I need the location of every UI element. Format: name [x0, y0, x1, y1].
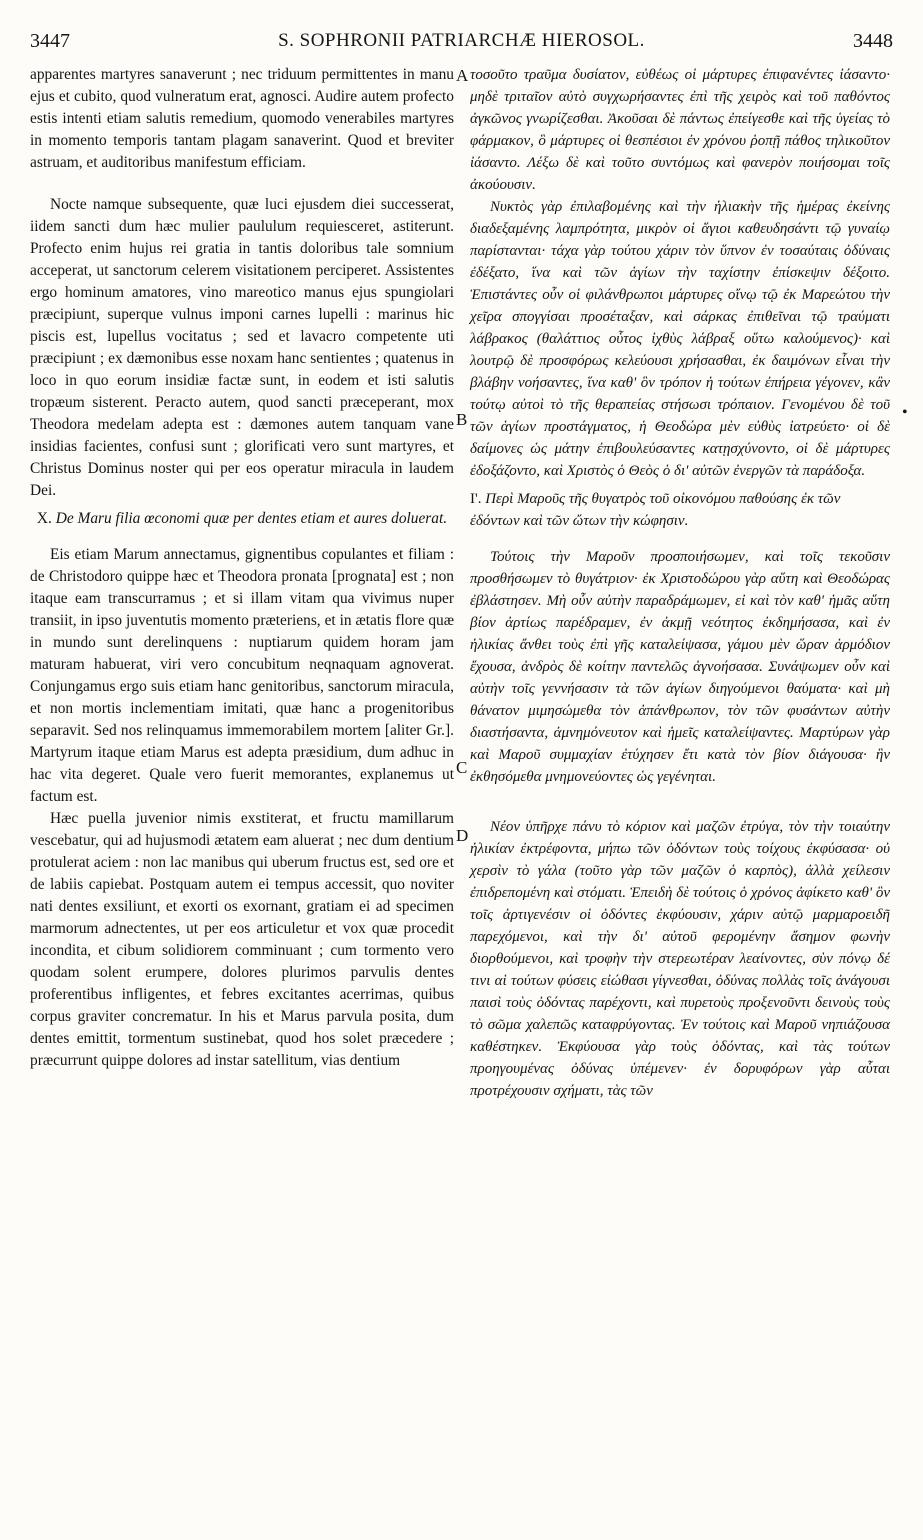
latin-paragraph-4: Hæc puella juvenior nimis exstiterat, et fructu mamillarum vescebatur, qui ad hujusmodi ætatem eam aluerat ; nec dum dentium protulerat aciem : non lac manibus qui uberum fructus est, sed ore et de labiis capiebat. Postquam autem ei tempus accessit, quo noviter nati dentes exsiliunt, et exorti os exornant, gratiam ei ad specimen marmorum adnectentes, ut per eos articuletur et vox quæ procedit incondita, et cibum solidiorem comminuant ; cum tormento vero quodam solent erumpere, dolores plurimos parvulis dentes proferentibus infligentes, et febres excitantes acerrimas, quibus corpus graviter concrematur. In his et Marus parvula posita, dum dentes emittit, tormentum sustinebat, quod hos solet præcedere ; præcurrunt quippe dolores ad instar satellitum, vias dentium [30, 810, 454, 1069]
margin-dot: • [902, 404, 908, 421]
margin-letter-d: D [456, 826, 469, 845]
greek-paragraph-3: Τούτοις τὴν Μαροῦν προσποιήσωμεν, καὶ τοῖς τεκοῦσιν προσθήσωμεν τὸ θυγάτριον· ἐκ Χριστοδώρου γὰρ αὕτη καὶ Θεοδώρας ἐβλάστησεν. Μὴ οὖν αὐτὴν παραδράμωμεν, εἰ καὶ τὸν καθ' ἡμᾶς αὕτη βίον ἀρτίως παρέδραμεν, ἐν ἀκμῇ νεότητος ἐκδημήσασα, καὶ ἐν ἡλικίας ἄνθει τοὺς ἐπὶ γῆς καταλείψασα, γάμου μὲν ὥραν ἁρμόδιον ἔχουσα, ἀνδρὸς δὲ κοίτην παντελῶς ἀγνοήσασα. Συνάψωμεν οὖν καὶ αὐτὴν τοῖς γεννήσασιν τὰ τῶν ἁγίων διηγούμενοι θαύματα· καὶ μὴ θάνατον μιμησώμεθα τὸν ἀπάνθρωπον, τὸν τῶν φυσάντων αὐτὴν διαστήσαντα, ἀμνημόνευτον καὶ ἡμεῖς καταλείψαντες. Μαρτύρων γὰρ καὶ Μαροῦ συμμαχίαν ἐτύχησεν ἔτι κατὰ τὸν βίον διάγουσα· ἣν ἐκθησόμεθα μνημονεύοντες ὡς γεγένηται. [470, 549, 890, 785]
latin-paragraph-1: apparentes martyres sanaverunt ; nec triduum permittentes in manu ejus et cubito, quod vulneratum erat, agnosci. Audire autem profecto estis intenti etiam salutis remedium, quomodo venerabiles martyres in momento temporis tantam plagam sanaverint. Quod et breviter astruam, et auditoribus manifestum efficiam. [30, 66, 454, 171]
running-header [30, 30, 893, 60]
latin-paragraph-2: Nocte namque subsequente, quæ luci ejusdem diei successerat, iidem sancti dum hæc mulier paululum requiesceret, astiterunt. Profecto enim hujus rei gratia in tantis doloribus tale somnium acceperat, ut sanctorum celerem visitationem perciperet. Assistentes ergo hominum amatores, vino mareotico manus ejus spungiolari præcipiunt, superque vulnus imponi carnes lupelli : marinus hic piscis est, lupellus vocitatus ; sed et lavacro competente uti præcipiunt ; ex dæmonibus esse noxam hanc sentientes ; quatenus in loco in quo eorum insidiæ factæ sunt, in eodem et isti salutis tropæum sisterent. Peracto autem, quod sancti præceperant, mox Theodora medelam adepta est : dæmones autem tanquam vane insidias facientes, confusi sunt ; glorificati vero sunt martyres, et Christus Dominus noster qui per eos operatur miracula in laudem Dei. [30, 196, 454, 499]
latin-section-heading [30, 508, 454, 530]
greek-paragraph-2: Νυκτὸς γὰρ ἐπιλαβομένης καὶ τὴν ἡλιακὴν τῆς ἡμέρας ἐκείνης διαδεξαμένης λαμπρότητα, μικρὸν οἱ ἅγιοι καθευδησάντι τῷ γυναίῳ παρίστανται· τάχα γὰρ τούτου χάριν τὸν ὕπνον ἐν τοσαύταις ὀδύναις ἐδέξατο, ἵνα καὶ τῶν ἁγίων τὴν ταχίστην ἐπίσκεψιν δέξοιτο. Ἐπιστάντες οὖν οἱ φιλάνθρωποι μάρτυρες οἴνῳ τῷ ἐκ Μαρεώτου τὴν χεῖρα σπογγίσαι προσέταξαν, καὶ σάρκας ἐπιθεῖναι τῷ τραύματι λάβρακος (θαλάττιος οὗτος ἰχθὺς λάβραξ οὕτω καλούμενος)· καὶ λουτρῷ δὲ προσφόρως κελεύουσι χρήσασθαι, ἐκ δαιμόνων εἶναι τὴν βλάβην νοήσαντες, ἵνα καθ' ὃν τρόπον ἡ τούτων ἐπήρεια γέγονεν, κἂν τούτῳ αὐτοὶ τὸ τῆς θεραπείας στήσωσι τρόπαιον. Γενομένου δὲ τοῦ τῶν ἁγίων προστάγματος, ἡ Θεοδώρα μὲν εὐθὺς ἰατρεύετο· οἱ δὲ δαίμονες ὡς μάτην ἐπιβουλεύσαντες κατῃσχύνοντο, οἱ δὲ μάρτυρες ἐδοξάζοντο, καὶ Χριστὸς ὁ Θεὸς ὁ δι' αὐτῶν ἐνεργῶν τὰ παράδοξα. [470, 199, 890, 479]
margin-letter-a: A [456, 66, 469, 85]
column-divider [461, 64, 462, 1504]
greek-heading-number: Ι'. [470, 491, 482, 507]
page-number-left: 3447 [30, 30, 70, 52]
greek-section-heading [470, 488, 890, 532]
latin-heading-number: X. [36, 510, 52, 527]
margin-letter-c: C [456, 758, 468, 777]
latin-heading-text: De Maru filia œconomi quæ per dentes etiam et aures doluerat. [55, 510, 448, 527]
running-title: S. SOPHRONII PATRIARCHÆ HIEROSOL. [278, 30, 645, 51]
greek-column [470, 64, 890, 1102]
greek-heading-text: Περὶ Μαροῦς τῆς θυγατρὸς τοῦ οἰκονόμου παθούσης ἐκ τῶν ἐδόντων καὶ τῶν ὤτων τὴν κώφησιν. [470, 491, 841, 529]
latin-column [30, 64, 454, 1072]
greek-paragraph-1: τοσοῦτο τραῦμα δυσίατον, εὐθέως οἱ μάρτυρες ἐπιφανέντες ἰάσαντο· μηδὲ τριταῖον αὐτὸ συγχωρήσαντες ἐπὶ τῆς χειρὸς καὶ τοῦ παθόντος ἀγκῶνος γνωρίζεσθαι. Ἀκοῦσαι δὲ πάντως ἐπείγεσθε καὶ τῆς ὑγείας τὸ φάρμακον, ὃ μάρτυρες οἱ θεσπέσιοι ἐν χρόνου ῥοπῇ πάθος τηλικοῦτον ἰάσαντο. Λέξω δὲ καὶ τοῦτο συντόμως καὶ φανερὸν ποιήσομαι τοῖς ἀκούουσιν. [470, 67, 890, 193]
page-number-right: 3448 [853, 30, 893, 52]
greek-paragraph-4: Νέον ὑπῆρχε πάνυ τὸ κόριον καὶ μαζῶν ἐτρύγα, τὸν τὴν τοιαύτην ἡλικίαν ἐκτρέφοντα, μήπω τῶν ὀδόντων τοὺς τοίχους ἐκφύσασα· οὐ χερσὶν τὸ γάλα (τοῦτο γὰρ τῶν μαζῶν ὁ καρπὸς), ἀλλὰ χείλεσιν ἐπιδρεπομένη καὶ στόματι. Ἐπειδὴ δὲ τούτοις ὁ χρόνος ἀφίκετο καθ' ὃν τοῖς ἀρτιγενέσιν οἱ ὀδόντες ἐκφύουσιν, χάριν αὐτῷ μαρμαροειδῆ παρεχόμενοι, καὶ τὴν δι' αὐτοῦ φερομένην ἄσημον φωνὴν διορθούμενοι, καὶ τροφὴν τὴν στερεωτέραν λεαίνοντες, σὺν πόνῳ δέ τινι αἱ τούτων φύσεις εἰώθασι γίγνεσθαι, ὀδύνας πολλὰς τοῖς ἀνάγουσι παισὶ τοὺς ὀδόντας παρέχοντι, καὶ πυρετοὺς προξενοῦντι δεινοὺς τοὺς τὸ σῶμα χαλεπῶς καταφρύγοντας. Ἐν τούτοις καὶ Μαροῦ νηπιάζουσα καθέστηκεν. Ἐκφύουσα γὰρ τοὺς ὀδόντας, καὶ τὰς τούτων προηγουμένας ὀδύνας ὑπέμενεν· ἐν δορυφόρων γὰρ αὗται προτρέχουσιν σχήματι, τὰς τῶν [470, 819, 890, 1099]
latin-paragraph-3: Eis etiam Marum annectamus, gignentibus copulantes et filiam : de Christodoro quippe hæc et Theodora pronata [prognata] est ; non itaque eam transcurramus ; et si illam vitam qua vivimus nuper transiit, in ipso juventutis momento præteriens, et in ætatis flore quæ in mundo sunt derelinquens : nuptiarum quidem horam jam maturam habuerat, viri vero concubitum neqnaquam agnoverat. Conjungamus ergo suis etiam hanc genitoribus, sanctorum miracula, et non mortis inclementiam imitati, quæ hanc a progenitoribus separavit. Sed nos relinquamus immemorabilem mortem [aliter Gr.]. Martyrum itaque etiam Marus est adepta præsidium, dum adhuc in hac vita degeret. Quale vero fuerit memorantes, explanemus ut factum est. [30, 546, 454, 805]
margin-letter-b: B [456, 410, 468, 429]
